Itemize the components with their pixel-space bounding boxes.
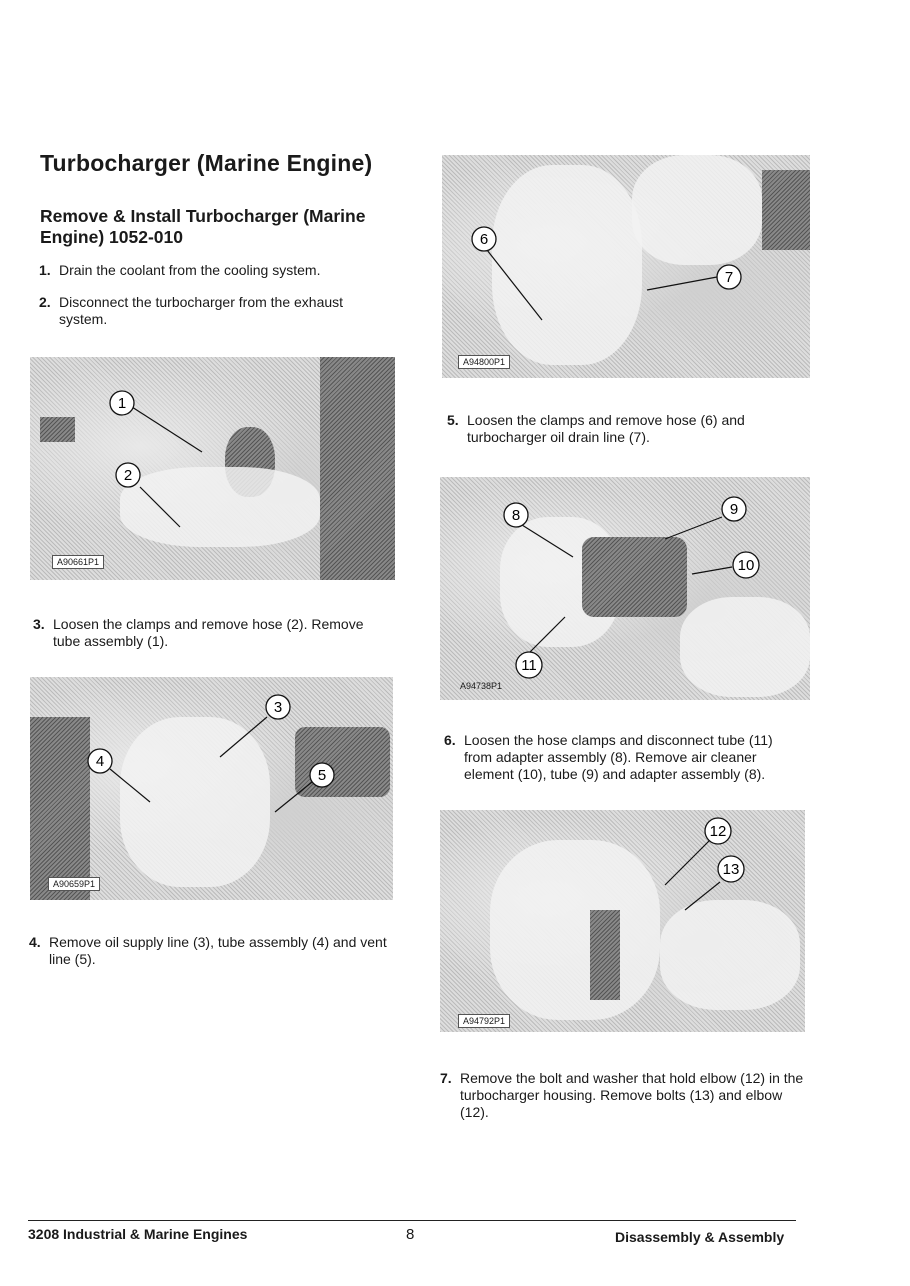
figure-5-photo [440, 810, 805, 1032]
step-7 [440, 1070, 805, 1121]
callout-12: 12 [709, 823, 727, 840]
step-text: Disconnect the turbocharger from the exhaust system. [59, 294, 344, 327]
step-6 [444, 732, 804, 783]
step-text: Drain the coolant from the cooling system. [59, 262, 321, 278]
callout-8: 8 [511, 507, 521, 524]
step-number: 2. [39, 294, 51, 310]
step-number: 7. [440, 1070, 452, 1086]
step-text: Remove the bolt and washer that hold elbow (12) in the turbocharger housing. Remove bolts (13) and elbow (12). [460, 1070, 804, 1120]
callouts [440, 810, 805, 1032]
procedure-title: Remove & Install Turbocharger (Marine Engine) 1052-010 [40, 206, 366, 247]
step-text: Loosen the clamps and remove hose (2). Remove tube assembly (1). [53, 616, 364, 649]
figure-1-photo [30, 357, 395, 580]
figure-3-photo [442, 155, 810, 378]
callout-11: 11 [521, 657, 537, 674]
footer-divider [28, 1220, 796, 1221]
figure-2-photo [30, 677, 393, 900]
callout-6: 6 [479, 231, 489, 248]
step-5 [447, 412, 807, 446]
step-text: Loosen the clamps and remove hose (6) and turbocharger oil drain line (7). [467, 412, 745, 445]
step-number: 1. [39, 262, 51, 278]
callouts [30, 677, 393, 900]
callout-4: 4 [95, 753, 105, 770]
step-number: 3. [33, 616, 45, 632]
callout-1: 1 [117, 395, 127, 412]
step-text: Loosen the hose clamps and disconnect tube (11) from adapter assembly (8). Remove air cleaner element (10), tube (9) and adapter assembly (8). [464, 732, 773, 782]
callout-2: 2 [123, 467, 133, 484]
footer-manual-title: 3208 Industrial & Marine Engines [28, 1226, 248, 1242]
step-number: 6. [444, 732, 456, 748]
callout-3: 3 [273, 699, 283, 716]
callouts [440, 477, 810, 700]
figure-id: A90659P1 [48, 877, 100, 891]
footer-section: Disassembly & Assembly [615, 1229, 785, 1245]
figure-4-photo [440, 477, 810, 700]
callouts [30, 357, 395, 580]
step-text: Remove oil supply line (3), tube assembly (4) and vent line (5). [49, 934, 387, 967]
step-number: 5. [447, 412, 459, 428]
callout-7: 7 [724, 269, 734, 286]
callout-13: 13 [722, 861, 740, 878]
section-title: Turbocharger (Marine Engine) [40, 150, 373, 176]
figure-id: A94792P1 [458, 1014, 510, 1028]
figure-id: A94800P1 [458, 355, 510, 369]
step-3 [33, 616, 393, 650]
callout-10: 10 [737, 557, 755, 574]
callouts [442, 155, 810, 378]
callout-5: 5 [317, 767, 327, 784]
callout-9: 9 [729, 501, 739, 518]
figure-id: A90661P1 [52, 555, 104, 569]
step-number: 4. [29, 934, 41, 950]
step-4 [29, 934, 389, 968]
step-1 [39, 262, 399, 279]
step-2 [39, 294, 379, 328]
page-number: 8 [406, 1226, 415, 1243]
figure-id: A94738P1 [460, 681, 503, 691]
